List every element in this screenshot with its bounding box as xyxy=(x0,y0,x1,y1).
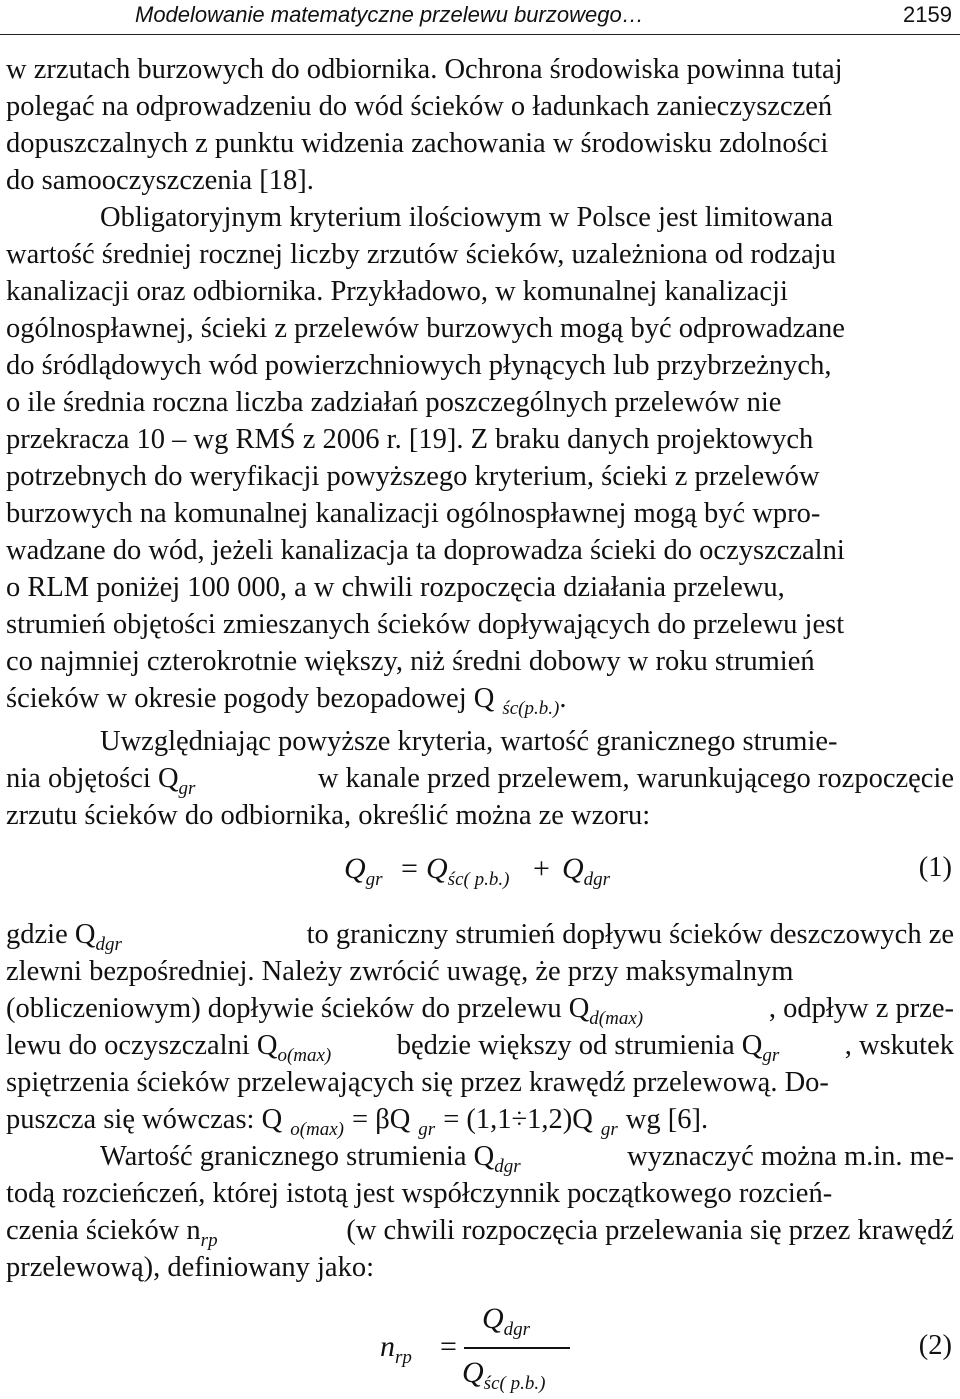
text-line: lewu do oczyszczalni $Q_{o(max)}$ będzie większy od strumienia $Q_{gr}$ , wskutek xyxy=(6,1030,954,1066)
text-line: wadzane do wód, jeżeli kanalizacja ta doprowadza ścieki do oczyszczalni xyxy=(6,535,845,566)
text-line: Uwzględniając powyższe kryteria, wartość granicznego strumie- xyxy=(100,726,838,757)
text-line: do śródlądowych wód powierzchniowych płynących lub przybrzeżnych, xyxy=(6,350,832,381)
eq1-equals: = xyxy=(401,852,418,885)
equation-number: (2) xyxy=(918,1330,952,1361)
text-line: dopuszczalnych z punktu widzenia zachowania w środowisku zdolności xyxy=(6,128,829,159)
text-line: o ile średnia roczna liczba zadziałań poszczególnych przelewów nie xyxy=(6,387,782,418)
text-line: nia objętości $Q_{gr}$ w kanale przed przelewem, warunkującego rozpoczęcie xyxy=(6,763,954,799)
text-line: o RLM poniżej 100 000, a w chwili rozpoczęcia działania przelewu, xyxy=(6,572,785,603)
eq1-term1: $Q_{śc( p.b.)}$ xyxy=(426,852,510,890)
text-line: (obliczeniowym) dopływie ścieków do przelewu $Q_{d(max)}$ , odpływ z prze- xyxy=(6,993,954,1029)
equation-number: (1) xyxy=(918,852,952,883)
text-line: gdzie $Q_{dgr}$ to graniczny strumień dopływu ścieków deszczowych ze xyxy=(6,919,954,955)
eq2-lhs: $n_{rp}$ xyxy=(380,1330,412,1368)
text-line: ogólnospławnej, ścieki z przelewów burzowych mogą być odprowadzane xyxy=(6,313,845,344)
text-line: co najmniej czterokrotnie większy, niż średni dobowy w roku strumień xyxy=(6,646,815,677)
text-line: wartość średniej rocznej liczby zrzutów ścieków, uzależniona od rodzaju xyxy=(6,239,836,270)
eq1-term2: $Q_{dgr}$ xyxy=(562,852,611,890)
eq2-denominator: $Q_{śc( p.b.)}$ xyxy=(462,1356,546,1394)
text-line: potrzebnych do weryfikacji powyższego kryterium, ścieki z przelewów xyxy=(6,461,820,492)
eq1-plus: + xyxy=(533,852,550,885)
text-line: polegać na odprowadzeniu do wód ścieków o ładunkach zanieczyszczeń xyxy=(6,91,833,122)
text-line: puszcza się wówczas: Q $_{o(max)}$ = βQ $_{gr}$ = (1,1÷1,2)Q $_{gr}$ wg [6]. xyxy=(6,1104,709,1140)
page-number: 2159 xyxy=(903,2,952,27)
text-line: przelewową), definiowany jako: xyxy=(6,1252,374,1283)
header-title: Modelowanie matematyczne przelewu burzowego… xyxy=(135,2,644,27)
text-line: spiętrzenia ścieków przelewających się przez krawędź przelewową. Do- xyxy=(6,1067,829,1098)
running-header xyxy=(0,0,960,35)
text-line: do samooczyszczenia [18]. xyxy=(6,165,314,196)
text-line: strumień objętości zmieszanych ścieków dopływających do przelewu jest xyxy=(6,609,845,640)
equation-2 xyxy=(0,1300,960,1395)
text-line: zrzutu ścieków do odbiornika, określić można ze wzoru: xyxy=(6,800,651,831)
eq2-numerator: $Q_{dgr}$ xyxy=(482,1302,531,1340)
text-line: w zrzutach burzowych do odbiornika. Ochrona środowiska powinna tutaj xyxy=(6,54,843,85)
text-line: burzowych na komunalnej kanalizacji ogólnospławnej mogą być wpro- xyxy=(6,498,821,529)
text-line: todą rozcieńczeń, której istotą jest współczynnik początkowego rozcień- xyxy=(6,1178,833,1209)
text-line: czenia ścieków $n_{rp}$ (w chwili rozpoczęcia przelewania się przez krawędź xyxy=(6,1215,954,1251)
eq1-lhs: $Q_{gr}$ xyxy=(344,852,383,890)
eq2-equals: = xyxy=(440,1330,457,1363)
text-line: ścieków w okresie pogody bezopadowej Q $_{śc(p.b.)}$. xyxy=(6,683,567,719)
text-line: przekracza 10 – wg RMŚ z 2006 r. [19]. Z braku danych projektowych xyxy=(6,424,814,455)
equation-1 xyxy=(0,852,960,896)
text-line: Obligatoryjnym kryterium ilościowym w Polsce jest limitowana xyxy=(100,202,833,233)
text-line: zlewni bezpośredniej. Należy zwrócić uwagę, że przy maksymalnym xyxy=(6,956,794,987)
text-line: kanalizacji oraz odbiornika. Przykładowo, w komunalnej kanalizacji xyxy=(6,276,788,307)
text-line: Wartość granicznego strumienia $Q_{dgr}$ wyznaczyć można m.in. me- xyxy=(100,1141,954,1177)
fraction-bar xyxy=(464,1347,570,1349)
